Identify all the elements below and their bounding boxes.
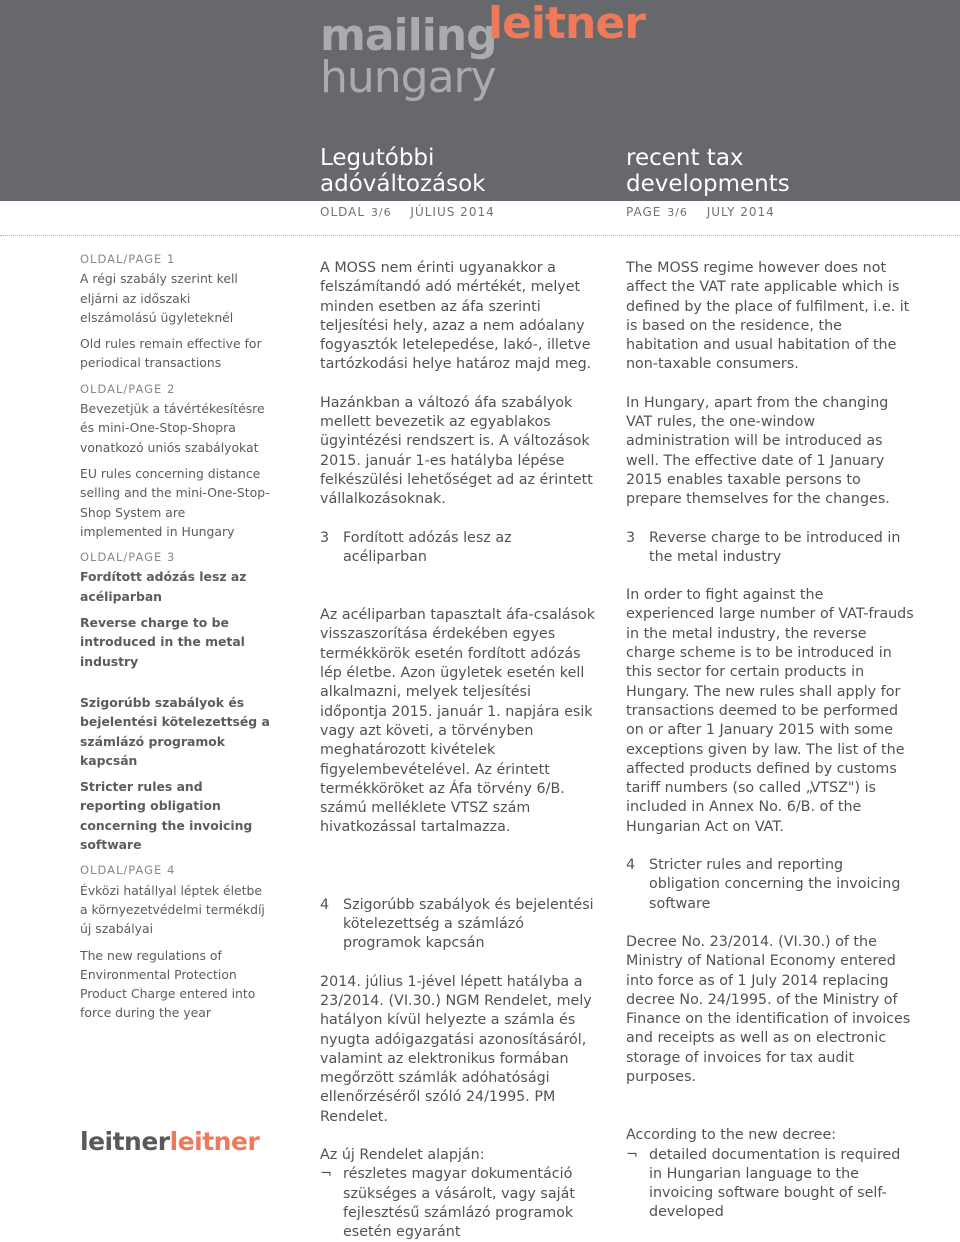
hu-heading-3-text: Fordított adózás lesz az acéliparban (343, 529, 512, 565)
hu-heading-4-number: 4 (320, 896, 330, 913)
brand-hungary: hungary (320, 52, 496, 103)
hu-bullet-item (320, 1165, 600, 1242)
page-label-en: PAGE (626, 205, 662, 219)
brand-mailing: mailing (320, 10, 497, 61)
en-paragraph-3: In order to fight against the experienced large number of VAT-frauds in the metal industry, the reverse charge scheme is to be introduced in this sector for certain products in Hungary. The new rules shall apply for transactions deemed to be performed on or after 1 January 2015 with some exceptions given by law. The list of the affected products defined by customs tariff numbers (so called „VTSZ") is included in Annex No. 6/B. of the Hungarian Act on VAT. (626, 587, 914, 835)
divider (0, 235, 960, 236)
logo-part-grey: leitner (80, 1127, 170, 1156)
page-indicator-hu (320, 205, 495, 219)
column-hungarian (320, 259, 600, 1242)
logo-part-orange: leitner (169, 1127, 260, 1156)
toc-page3-hu-a[interactable]: Fordított adózás lesz az acéliparban (80, 569, 247, 604)
toc-page2-hu[interactable]: Bevezetjük a távértékesítésre és mini-One-Stop-Shopra vonatkozó uniós szabályokat (80, 401, 265, 455)
page-date-en: JULY 2014 (706, 205, 775, 219)
hu-paragraph-2: Hazánkban a változó áfa szabályok mellett bevezetik az egyablakos ügyintézési rendszert is. A változások 2015. január 1-es hatályba lépése felkészülési lehetőséget ad az érintett vállalkozásoknak. (320, 394, 593, 508)
toc-page4-en[interactable]: The new regulations of Environmental Protection Product Charge entered into force during the year (80, 947, 256, 1021)
en-heading-4 (626, 856, 916, 914)
en-heading-4-number: 4 (626, 857, 636, 874)
toc-page4-hu[interactable]: Évközi hatállyal léptek életbe a környezetvédelmi termékdíj új szabályai (80, 882, 265, 937)
table-of-contents (80, 250, 270, 1030)
hu-bullet-text: részletes magyar dokumentáció szükséges a vásárolt, vagy saját fejlesztésű számlázó programok esetén egyaránt (343, 1166, 575, 1241)
toc-page1-en[interactable]: Old rules remain effective for periodical transactions (80, 336, 262, 371)
hu-heading-4 (320, 896, 600, 954)
toc-page3-en-a[interactable]: Reverse charge to be introduced in the metal industry (80, 615, 245, 669)
hu-paragraph-5: Az új Rendelet alapján: (320, 1146, 485, 1163)
toc-page3-label: OLDAL/PAGE 3 (80, 550, 176, 565)
page-indicator-en (626, 205, 775, 219)
title-hu-line2: adóváltozások (320, 171, 486, 197)
title-en-line1: recent tax (626, 145, 744, 171)
toc-page4-label: OLDAL/PAGE 4 (80, 863, 176, 878)
toc-page2-en[interactable]: EU rules concerning distance selling and the mini-One-Stop-Shop System are implemented in Hungary (80, 465, 270, 539)
page-label-hu: OLDAL (320, 205, 366, 219)
en-paragraph-5: According to the new decree: (626, 1127, 837, 1144)
en-heading-4-text: Stricter rules and reporting obligation concerning the invoicing software (649, 857, 901, 912)
leitner-logo (80, 1127, 259, 1156)
toc-page3-hu-b[interactable]: Szigorúbb szabályok és bejelentési kötelezettség a számlázó programok kapcsán (80, 694, 270, 768)
brand-leitner: leitner (488, 0, 645, 49)
en-paragraph-1: The MOSS regime however does not affect the VAT rate applicable which is defined by the place of fulfilment, i.e. it is based on the residence, the habitation and usual habitation of the non-taxable consumers. (626, 260, 910, 373)
bullet-mark: ¬ (626, 1146, 638, 1163)
column-english (626, 259, 916, 1223)
hu-heading-4-text: Szigorúbb szabályok és bejelentési kötelezettség a számlázó programok kapcsán (343, 896, 594, 952)
hu-paragraph-4: 2014. július 1-jével lépett hatályba a 23/2014. (VI.30.) NGM Rendelet, mely hatályon kívül helyezte a számla és nyugta adóigazgatási azonosításáról, valamint az elektronikus formában megőrzött számlák adóhatósági ellenőrzéséről szóló 24/1995. PM Rendelet. (320, 973, 592, 1125)
toc-page2-label: OLDAL/PAGE 2 (80, 381, 176, 396)
en-paragraph-2: In Hungary, apart from the changing VAT rules, the one-window administration will be introduced as well. The effective date of 1 January 2015 enables taxable persons to prepare themselves for the changes. (626, 394, 890, 508)
en-heading-3-number: 3 (626, 529, 636, 546)
en-heading-3 (626, 529, 916, 568)
toc-page1-hu[interactable]: A régi szabály szerint kell eljárni az időszaki elszámolású ügyleteknél (80, 271, 238, 325)
title-english (626, 145, 926, 197)
title-en-line2: developments (626, 171, 790, 197)
hu-heading-3 (320, 529, 600, 568)
header-banner (0, 0, 960, 201)
page-number-en: 3/6 (667, 206, 688, 219)
page-date-hu: JÚLIUS 2014 (410, 205, 495, 219)
title-hu-line1: Legutóbbi (320, 145, 435, 171)
hu-paragraph-1: A MOSS nem érinti ugyanakkor a felszámítandó adó mértékét, melyet minden esetben az áfa szerinti teljesítési hely, azaz a nem adóalany fogyasztók letelepedése, lakó-, illetve tartózkodási helye határoz majd meg. (320, 260, 592, 373)
hu-paragraph-3: Az acéliparban tapasztalt áfa-csalások visszaszorítása érdekében egyes termékkörök esetén fordított adózás lép életbe. Azon ügyletek esetén kell alkalmazni, melyek teljesítési időpontja 2015. január 1. napjára esik vagy azt követi, a törvényben meghatározott kivételek figyelembevételével. Az érintett termékköröket az Áfa törvény 6/B. számú melléklete VTSZ szám hivatkozással tartalmazza. (320, 607, 595, 836)
toc-page1-label: OLDAL/PAGE 1 (80, 252, 176, 266)
title-hungarian (320, 145, 600, 197)
en-heading-3-text: Reverse charge to be introduced in the metal industry (649, 529, 901, 565)
en-bullet-text: detailed documentation is required in Hungarian language to the invoicing software bought of self-developed (649, 1146, 901, 1221)
bullet-mark: ¬ (320, 1166, 332, 1183)
en-bullet-item (626, 1146, 916, 1223)
toc-page3-en-b[interactable]: Stricter rules and reporting obligation concerning the invoicing software (80, 779, 253, 853)
en-paragraph-4: Decree No. 23/2014. (VI.30.) of the Ministry of National Economy entered into force as of 1 July 2014 replacing decree No. 24/1995. of the Ministry of Finance on the identification of invoices and receipts as well as on electronic storage of invoices for tax audit purposes. (626, 933, 911, 1085)
hu-heading-3-number: 3 (320, 529, 330, 546)
page-number-hu: 3/6 (370, 206, 392, 219)
